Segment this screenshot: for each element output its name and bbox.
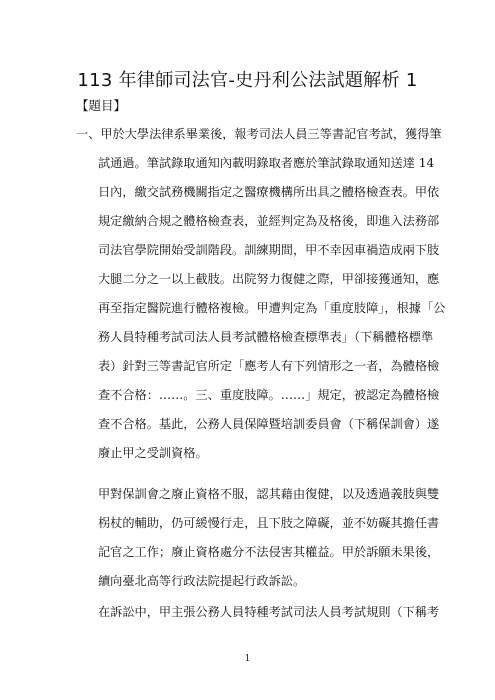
paragraph-line: 續向臺北高等行政法院提起行政訴訟。 bbox=[98, 574, 306, 588]
paragraph-line: 甲對保訓會之廢止資格不服，認其藉由復健，以及透過義肢與雙 bbox=[98, 487, 440, 501]
paragraph-line: 日內，繳交試務機關指定之醫療機構所出具之體格檢查表。甲依 bbox=[98, 185, 440, 199]
paragraph-line: 表）針對三等書記官所定「應考人有下列情形之一者，為體格檢 bbox=[98, 359, 440, 373]
paragraph-line: 規定繳納合規之體格檢查表，並經判定為及格後，即進入法務部 bbox=[98, 214, 440, 228]
paragraph-line: 查不合格。基此，公務人員保障暨培訓委員會（下稱保訓會）遂 bbox=[98, 417, 440, 431]
page-number: 1 bbox=[244, 654, 251, 664]
paragraph-line: 在訴訟中，甲主張公務人員特種考試司法人員考試規則（下稱考 bbox=[98, 605, 440, 619]
paragraph-line: 司法官學院開始受訓階段。訓練期間，甲不幸因車禍造成兩下肢 bbox=[98, 243, 440, 257]
paragraph-line: 大腿二分之一以上截肢。出院努力復健之際，甲卻接獲通知，應 bbox=[98, 272, 440, 286]
paragraph-line: 再至指定醫院進行體格複檢。甲遭判定為「重度肢障」，根據「公 bbox=[98, 301, 446, 315]
document-title: 113 年律師司法官-史丹利公法試題解析 1 bbox=[77, 70, 418, 91]
paragraph-line: 記官之工作；廢止資格處分不法侵害其權益。甲於訴願未果後， bbox=[98, 545, 440, 559]
paragraph-line: 查不合格：……。三、重度肢障。……」規定，被認定為體格檢 bbox=[98, 388, 440, 402]
paragraph-line: 務人員特種考試司法人員考試體格檢查標準表」（下稱體格標準 bbox=[98, 330, 434, 344]
paragraph-line: 一、甲於大學法律系畢業後，報考司法人員三等書記官考試，獲得筆 bbox=[76, 127, 442, 141]
section-label: 【題目】 bbox=[76, 98, 127, 113]
paragraph-line: 柺杖的輔助，仍可緩慢行走，且下肢之障礙，並不妨礙其擔任書 bbox=[98, 516, 440, 530]
paragraph-line: 廢止甲之受訓資格。 bbox=[98, 446, 208, 460]
paragraph-line: 試通過。筆試錄取通知內載明錄取者應於筆試錄取通知送達 14 bbox=[98, 156, 435, 170]
